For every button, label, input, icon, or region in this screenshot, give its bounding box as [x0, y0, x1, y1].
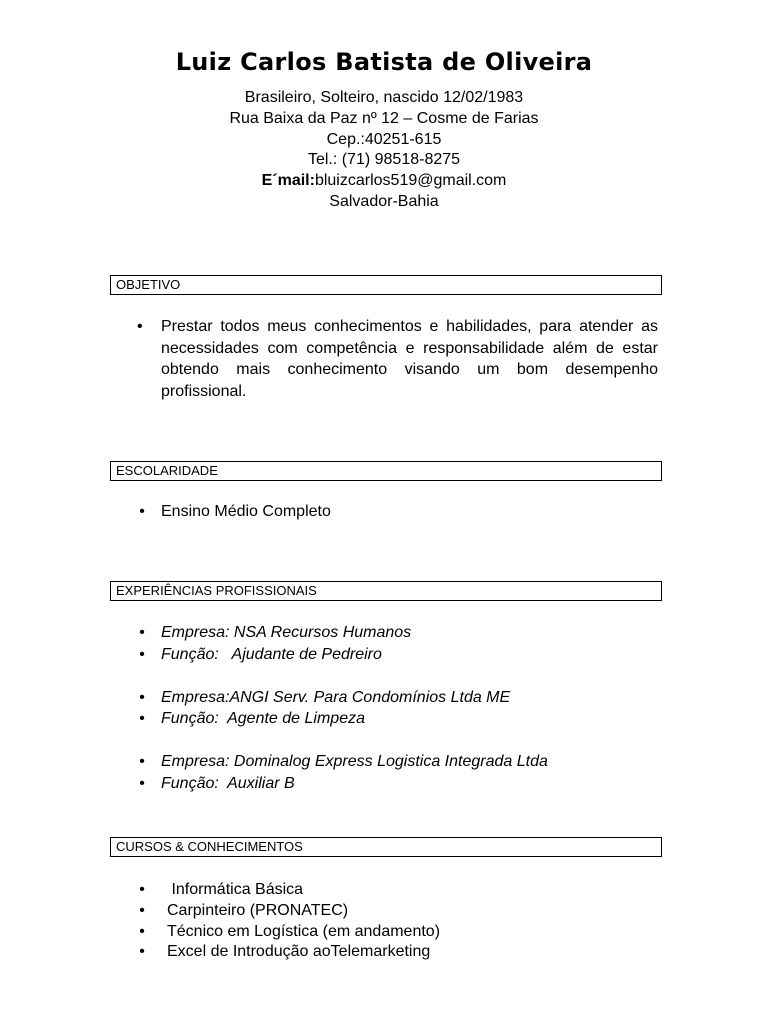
email-label: E´mail:: [261, 172, 315, 190]
email-value: bluizcarlos519@gmail.com: [314, 172, 507, 190]
email-line: [0, 171, 768, 192]
list-item: • Prestar todos meus conhecimentos e habilidades, para atender as necessidades com competência e responsabilidade além de estar obtendo mais conhecimento visando um bom desempenho profissional.: [137, 318, 658, 400]
candidate-name: Luiz Carlos Batista de Oliveira: [175, 48, 593, 76]
address-line: Rua Baixa da Paz nº 12 – Cosme de Farias: [229, 109, 539, 127]
list-item: • Técnico em Logística (em andamento): [137, 922, 658, 943]
bullet-icon: •: [139, 688, 145, 706]
bullet-icon: •: [139, 710, 145, 727]
city-line: Salvador-Bahia: [329, 192, 439, 210]
list-item: • Carpinteiro (PRONATEC): [137, 901, 658, 922]
cursos-list: [137, 880, 658, 963]
list-spacer: [137, 665, 658, 687]
phone-line: Tel.: (71) 98518-8275: [307, 151, 461, 169]
postal-code-line: Cep.:40251-615: [326, 130, 442, 148]
bullet-icon: •: [139, 624, 145, 641]
list-item: • Função: Ajudante de Pedreiro: [137, 644, 658, 666]
bullet-icon: •: [139, 922, 145, 940]
list-item: • Função: Auxiliar B: [137, 773, 658, 795]
list-item: • Ensino Médio Completo: [137, 501, 658, 523]
list-item: • Empresa: Dominalog Express Logistica Integrada Ltda: [137, 751, 658, 773]
list-item: • Empresa:ANGI Serv. Para Condomínios Ltda ME: [137, 687, 658, 709]
contact-block: [0, 88, 768, 213]
section-header-experiencias: EXPERIÊNCIAS PROFISSIONAIS: [110, 581, 662, 601]
personal-info-line: Brasileiro, Solteiro, nascido 12/02/1983: [244, 89, 524, 106]
bullet-icon: •: [139, 774, 145, 792]
list-item: • Empresa: NSA Recursos Humanos: [137, 622, 658, 644]
bullet-icon: •: [139, 645, 145, 663]
list-item: • Função: Agente de Limpeza: [137, 708, 658, 730]
bullet-icon: •: [137, 318, 143, 335]
bullet-icon: •: [139, 753, 145, 770]
bullet-icon: •: [139, 881, 145, 898]
list-item: • Informática Básica: [137, 880, 658, 901]
escolaridade-list: [137, 501, 658, 523]
list-item: • Excel de Introdução aoTelemarketing: [137, 942, 658, 963]
bullet-icon: •: [139, 901, 145, 919]
list-spacer: [137, 730, 658, 752]
section-header-escolaridade: ESCOLARIDADE: [110, 461, 662, 481]
objetivo-list: [137, 316, 658, 402]
experiencias-list: [137, 622, 658, 794]
section-header-cursos: CURSOS & CONHECIMENTOS: [110, 837, 662, 857]
bullet-icon: •: [139, 943, 145, 961]
bullet-icon: •: [139, 503, 145, 520]
section-header-objetivo: OBJETIVO: [110, 275, 662, 295]
